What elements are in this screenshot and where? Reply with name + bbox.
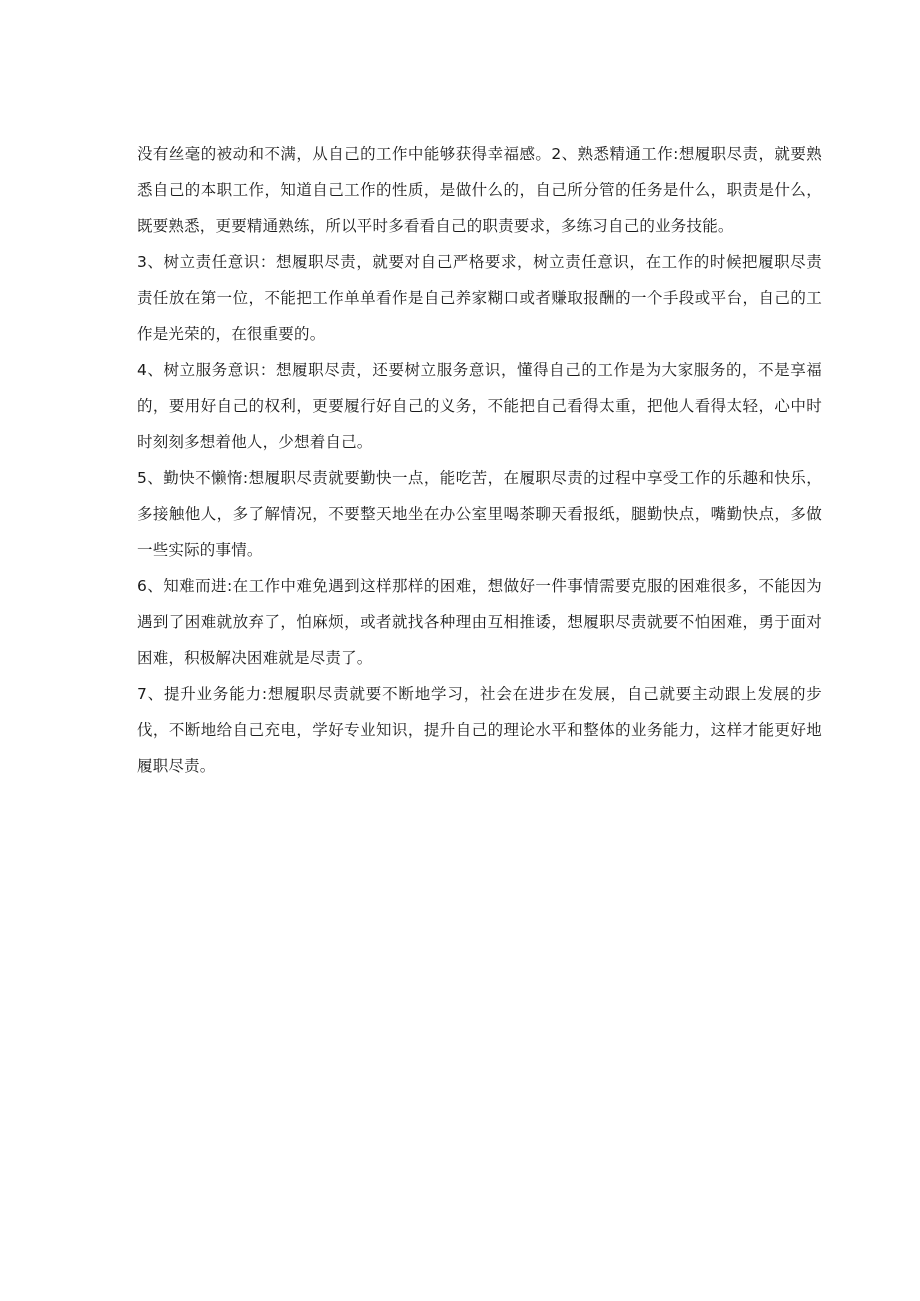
paragraph-3: 4、树立服务意识：想履职尽责，还要树立服务意识，懂得自己的工作是为大家服务的，不是享福的，要用好自己的权利，更要履行好自己的义务，不能把自己看得太重，把他人看得太轻，心中时时刻刻多想着他人，少想着自己。 xyxy=(137,361,822,451)
paragraph-5: 6、知难而进:在工作中难免遇到这样那样的困难，想做好一件事情需要克服的困难很多，不能因为遇到了困难就放弃了，怕麻烦，或者就找各种理由互相推诿，想履职尽责就要不怕困难，勇于面对困难，积极解决困难就是尽责了。 xyxy=(137,577,822,667)
paragraph-2: 3、树立责任意识：想履职尽责，就要对自己严格要求，树立责任意识，在工作的时候把履职尽责责任放在第一位，不能把工作单单看作是自己养家糊口或者赚取报酬的一个手段或平台，自己的工作是光荣的，在很重要的。 xyxy=(137,253,822,343)
document-body xyxy=(137,136,822,784)
paragraph-4: 5、勤快不懒惰:想履职尽责就要勤快一点，能吃苦，在履职尽责的过程中享受工作的乐趣和快乐，多接触他人，多了解情况，不要整天地坐在办公室里喝茶聊天看报纸，腿勤快点，嘴勤快点，多做一些实际的事情。 xyxy=(137,469,822,559)
paragraph-1: 没有丝毫的被动和不满，从自己的工作中能够获得幸福感。2、熟悉精通工作:想履职尽责，就要熟悉自己的本职工作，知道自己工作的性质，是做什么的，自己所分管的任务是什么，职责是什么，既要熟悉，更要精通熟练，所以平时多看看自己的职责要求，多练习自己的业务技能。 xyxy=(137,145,822,235)
paragraph-6: 7、提升业务能力:想履职尽责就要不断地学习，社会在进步在发展，自己就要主动跟上发展的步伐，不断地给自己充电，学好专业知识，提升自己的理论水平和整体的业务能力，这样才能更好地履职尽责。 xyxy=(137,685,822,775)
